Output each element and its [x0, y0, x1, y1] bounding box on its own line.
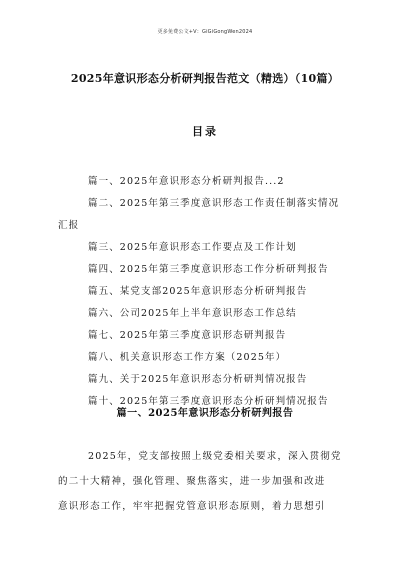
header-note: 更多免费公文+V：GiGiGongWen2024	[157, 29, 253, 35]
toc-item[interactable]: 篇十、2025年第三季度意识形态分析研判情况报告	[88, 396, 329, 407]
table-of-contents	[58, 171, 358, 413]
section-title: 篇一、2025年意识形态分析研判报告	[116, 408, 294, 419]
body-line: 意识形态工作，牢牢把握党管意识形态原则，着力思想引	[58, 501, 326, 512]
toc-item[interactable]: 篇一、2025年意识形态分析研判报告...2	[88, 176, 285, 187]
toc-item[interactable]: 篇五、某党支部2025年意识形态分析研判报告	[88, 286, 308, 297]
toc-item[interactable]: 篇三、2025年意识形态工作要点及工作计划	[88, 242, 297, 253]
body-line: 的二十大精神，强化管理、聚焦落实，进一步加强和改进	[58, 476, 326, 487]
toc-item[interactable]: 篇八、机关意识形态工作方案（2025年）	[88, 352, 287, 363]
toc-item[interactable]: 篇六、公司2025年上半年意识形态工作总结	[88, 308, 297, 319]
toc-item-continuation[interactable]: 汇报	[58, 220, 80, 231]
toc-item[interactable]: 篇九、关于2025年意识形态分析研判情况报告	[88, 374, 308, 385]
toc-item[interactable]: 篇二、2025年第三季度意识形态工作责任制落实情况	[88, 198, 340, 209]
toc-item[interactable]: 篇四、2025年第三季度意识形态工作分析研判报告	[88, 264, 329, 275]
document-title: 2025年意识形态分析研判报告范文（精选）（10篇）	[70, 72, 340, 85]
toc-heading: 目录	[192, 125, 218, 138]
body-paragraph	[58, 444, 358, 519]
body-line: 2025年，党支部按照上级党委相关要求，深入贯彻党	[88, 451, 342, 462]
toc-item[interactable]: 篇七、2025年第三季度意识形态研判报告	[88, 330, 287, 341]
